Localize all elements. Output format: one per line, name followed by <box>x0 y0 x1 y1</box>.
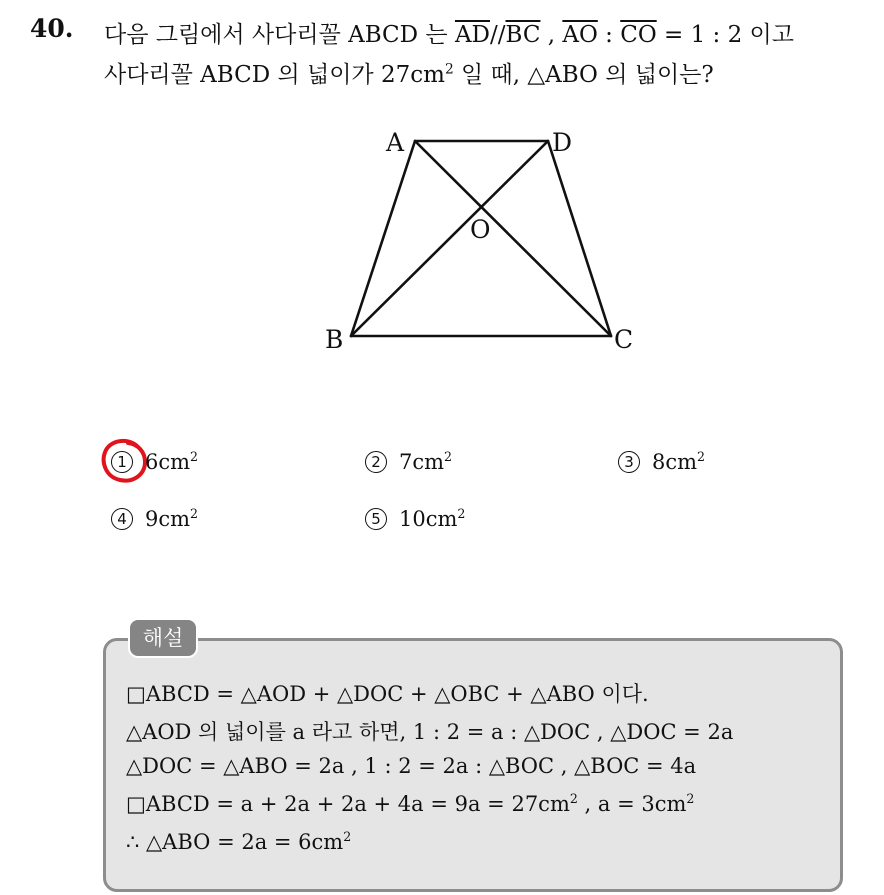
vertex-label-b: B <box>325 325 344 354</box>
choice-value: 10cm <box>399 507 458 531</box>
vertex-label-a: A <box>386 128 405 157</box>
superscript: 2 <box>569 791 578 806</box>
trapezoid-diagram <box>320 120 650 360</box>
solution-line-2: △AOD 의 넓이를 a 라고 하면, 1 : 2 = a : △DOC , △DOC = 2a <box>126 720 734 744</box>
solution-line-1: □ABCD = △AOD + △DOC + △OBC + △ABO 이다. <box>126 682 649 706</box>
choice-number: 3 <box>618 451 640 473</box>
vertex-label-d: D <box>552 128 573 157</box>
diagonal-bd <box>351 141 548 336</box>
superscript: 2 <box>444 449 453 464</box>
solution-line-5 <box>126 830 351 854</box>
segment-bc: $\overline{BC}$ <box>505 22 541 48</box>
diagonal-ac <box>415 141 611 336</box>
ratio-colon: : <box>597 22 621 48</box>
choice-number: 4 <box>111 508 133 530</box>
question-line-2 <box>104 56 714 89</box>
question-text: , <box>540 22 563 48</box>
solution-line-4 <box>126 792 694 816</box>
solution-line-3: △DOC = △ABO = 2a , 1 : 2 = 2a : △BOC , △BOC = 4a <box>126 754 697 778</box>
superscript: 2 <box>190 506 199 521</box>
trapezoid-figure <box>320 120 650 360</box>
question-text: 일 때, △ABO 의 넓이는? <box>453 62 714 88</box>
superscript: 2 <box>190 449 199 464</box>
parallel-symbol: // <box>490 22 506 48</box>
choice-2[interactable] <box>365 450 452 474</box>
choice-value: 8cm <box>652 450 698 474</box>
question-text: = 1 : 2 이고 <box>656 22 794 48</box>
superscript: 2 <box>686 791 695 806</box>
question-number: 40. <box>30 14 74 43</box>
choice-1[interactable] <box>111 450 198 474</box>
choice-number: 2 <box>365 451 387 473</box>
solution-text: , a = 3cm <box>577 792 687 816</box>
point-label-o: O <box>470 215 491 244</box>
choice-3[interactable] <box>618 450 705 474</box>
edge-dc <box>548 141 611 336</box>
choice-value: 7cm <box>399 450 445 474</box>
segment-ao: $\overline{AO}$ <box>562 22 598 48</box>
vertex-label-c: C <box>614 325 634 354</box>
solution-text: ∴ △ABO = 2a = 6cm <box>126 830 344 854</box>
choice-value: 9cm <box>145 507 191 531</box>
choice-number: 1 <box>111 451 133 473</box>
solution-tag: 해설 <box>128 618 198 658</box>
edge-ab <box>351 141 415 336</box>
superscript: 2 <box>444 61 454 78</box>
superscript: 2 <box>457 506 466 521</box>
choice-4[interactable] <box>111 507 198 531</box>
choice-5[interactable] <box>365 507 465 531</box>
question-line-1 <box>104 16 794 49</box>
choice-number: 5 <box>365 508 387 530</box>
question-text: 다음 그림에서 사다리꼴 ABCD 는 <box>104 22 455 48</box>
segment-ad: $\overline{AD}$ <box>454 22 490 48</box>
choice-value: 6cm <box>145 450 191 474</box>
superscript: 2 <box>697 449 706 464</box>
question-text: 사다리꼴 ABCD 의 넓이가 27cm <box>104 62 445 88</box>
solution-text: □ABCD = a + 2a + 2a + 4a = 9a = 27cm <box>126 792 570 816</box>
segment-co: $\overline{CO}$ <box>620 22 657 48</box>
superscript: 2 <box>343 829 352 844</box>
